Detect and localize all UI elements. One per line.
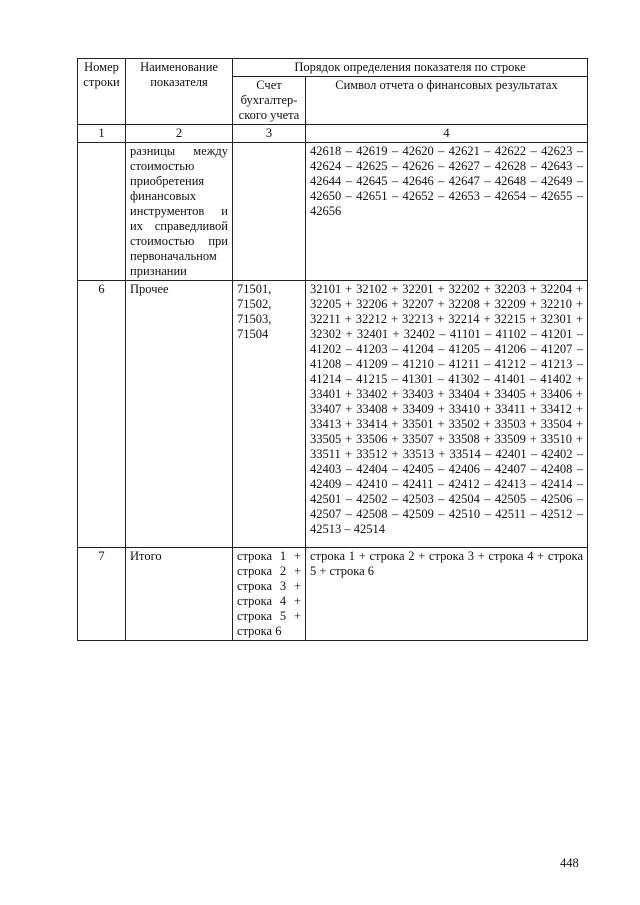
- header-report-symbol: Символ отчета о финансовых результатах: [306, 77, 588, 125]
- indicator-name-cell: разницы между стоимостью приобретения финансовых инструментов и их справедливой стоимостью при первоначальном признании: [126, 143, 233, 281]
- financial-results-table: [77, 58, 588, 641]
- account-cell: 71501, 71502, 71503, 71504: [233, 281, 306, 548]
- header-row-number: Номер строки: [78, 59, 126, 125]
- column-number: 4: [306, 125, 588, 143]
- header-accounting-account: Счет бухгалтерского учета: [233, 77, 306, 125]
- table-row: [78, 281, 588, 548]
- account-cell: строка 1 + строка 2 + строка 3 + строка 4 + строка 5 + строка 6: [233, 548, 306, 641]
- symbol-formula-cell: строка 1 + строка 2 + строка 3 + строка 4 + строка 5 + строка 6: [306, 548, 588, 641]
- column-number: 1: [78, 125, 126, 143]
- row-number-cell: [78, 143, 126, 281]
- header-row-1: [78, 59, 588, 77]
- indicator-name-cell: Прочее: [126, 281, 233, 548]
- symbol-formula-cell: 32101 + 32102 + 32201 + 32202 + 32203 + 32204 + 32205 + 32206 + 32207 + 32208 + 32209 + 32210 + 32211 + 32212 + 32213 + 32214 + 32215 + 32301 + 32302 + 32401 + 32402 – 41101 – 41102 – 41201 – 41202 – 41203 – 41204 – 41205 – 41206 – 41207 – 41208 – 41209 – 41210 – 41211 – 41212 – 41213 – 41214 – 41215 – 41301 – 41302 – 41401 – 41402 + 33401 + 33402 + 33403 + 33404 + 33405 + 33406 + 33407 + 33408 + 33409 + 33410 + 33411 + 33412 + 33413 + 33414 + 33501 + 33502 + 33503 + 33504 + 33505 + 33506 + 33507 + 33508 + 33509 + 33510 + 33511 + 33512 + 33513 + 33514 – 42401 – 42402 – 42403 – 42404 – 42405 – 42406 – 42407 – 42408 – 42409 – 42410 – 42411 – 42412 – 42413 – 42414 – 42501 – 42502 – 42503 – 42504 – 42505 – 42506 – 42507 – 42508 – 42509 – 42510 – 42511 – 42512 – 42513 – 42514: [306, 281, 588, 548]
- symbol-formula-cell: 42618 – 42619 – 42620 – 42621 – 42622 – 42623 – 42624 – 42625 – 42626 – 42627 – 42628 – 42643 – 42644 – 42645 – 42646 – 42647 – 42648 – 42649 – 42650 – 42651 – 42652 – 42653 – 42654 – 42655 – 42656: [306, 143, 588, 281]
- table-row: [78, 143, 588, 281]
- row-number-cell: 7: [78, 548, 126, 641]
- header-indicator-name: Наименование показателя: [126, 59, 233, 125]
- column-number: 3: [233, 125, 306, 143]
- column-numbering-row: [78, 125, 588, 143]
- page-number: 448: [560, 856, 579, 870]
- column-number: 2: [126, 125, 233, 143]
- indicator-name-cell: Итого: [126, 548, 233, 641]
- account-cell: [233, 143, 306, 281]
- row-number-cell: 6: [78, 281, 126, 548]
- header-determination-order: Порядок определения показателя по строке: [233, 59, 588, 77]
- table-row: [78, 548, 588, 641]
